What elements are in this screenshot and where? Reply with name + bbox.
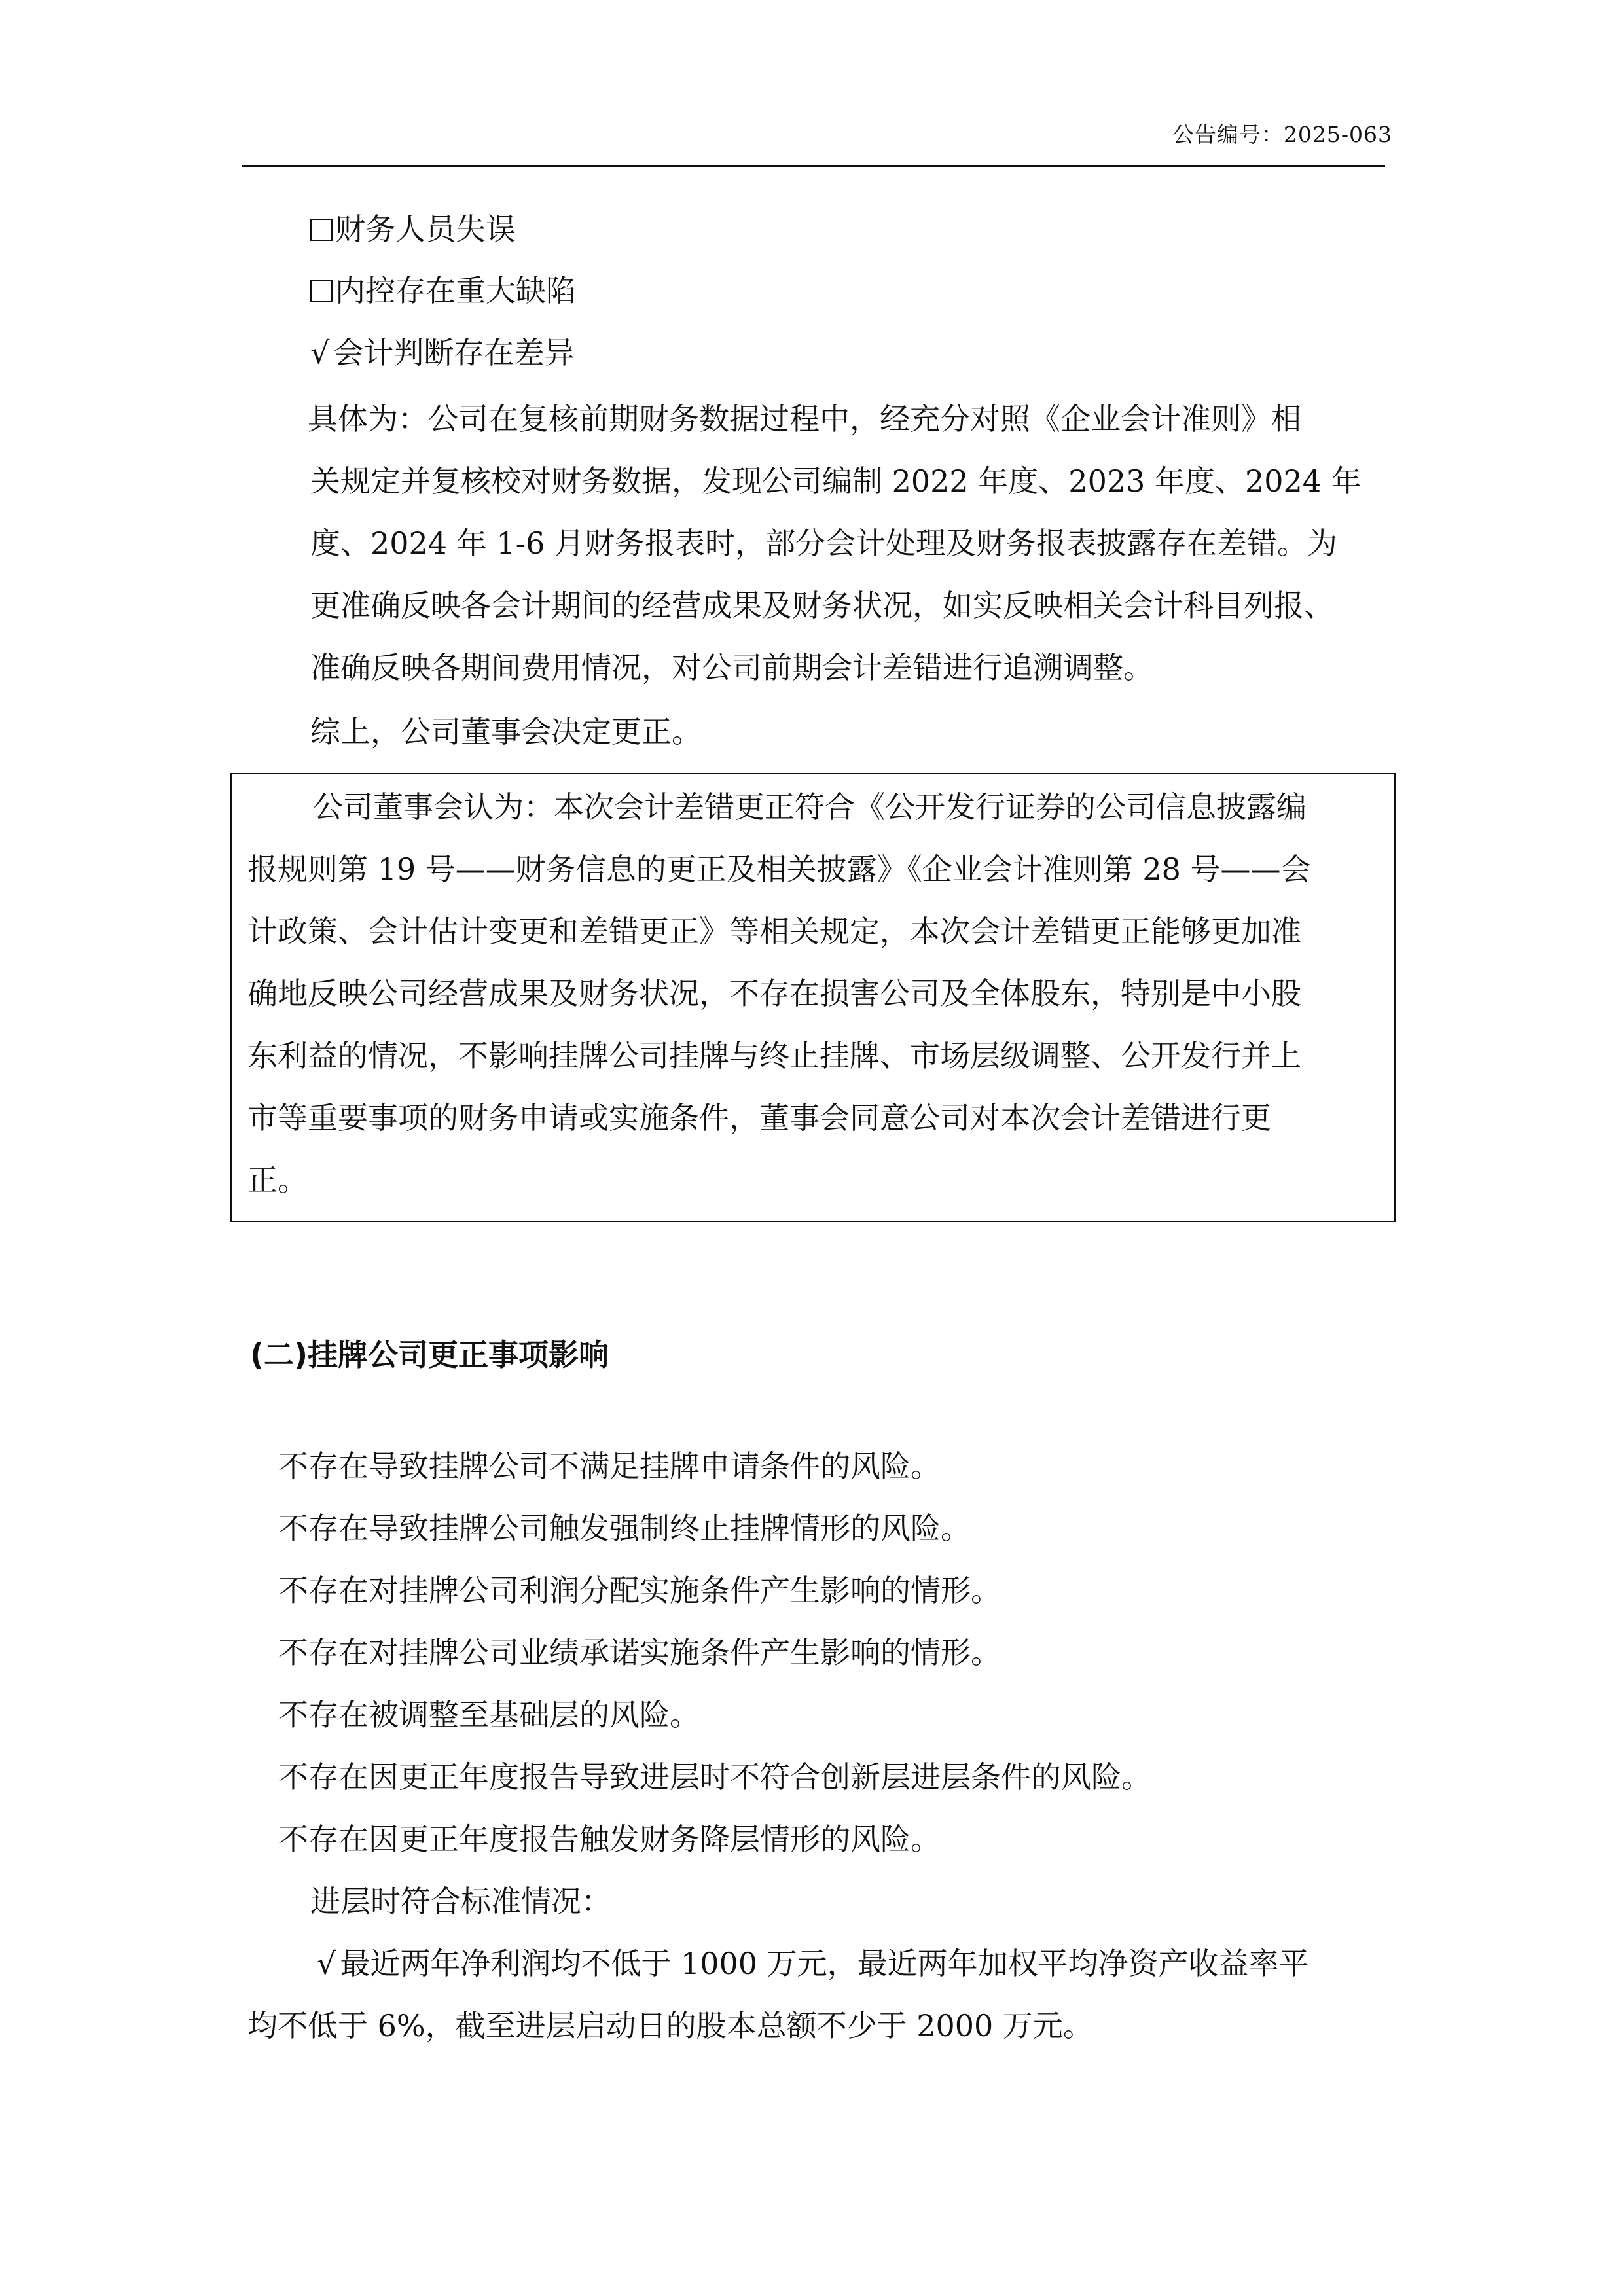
opinion-line: 东利益的情况，不影响挂牌公司挂牌与终止挂牌、市场层级调整、公开发行并上 [247,1038,1301,1073]
opinion-line: 计政策、会计估计变更和差错更正》等相关规定，本次会计差错更正能够更加准 [247,914,1301,949]
checklist-label: 内控存在重大缺陷 [335,273,576,308]
impact-statement: 不存在导致挂牌公司触发强制终止挂牌情形的风险。 [278,1511,971,1546]
impact-statement: 不存在因更正年度报告导致进层时不符合创新层进层条件的风险。 [278,1759,1151,1795]
checklist-label: 会计判断存在差异 [333,335,575,370]
announcement-number: 公告编号：2025-063 [1172,122,1392,147]
tier-entry-criteria-line: 均不低于 6%，截至进层启动日的股本总额不少于 2000 万元。 [247,2008,1093,2043]
opinion-line: 正。 [247,1162,308,1198]
detail-line: 准确反映各期间费用情况，对公司前期会计差错进行追溯调整。 [310,650,1153,685]
summary-text: 综上，公司董事会决定更正。 [310,714,702,749]
checkbox-unchecked-icon [310,219,333,241]
checklist-item-accounting-judgment [310,333,574,372]
opinion-line: 市等重要事项的财务申请或实施条件，董事会同意公司对本次会计差错进行更 [247,1100,1271,1136]
opinion-line: 报规则第 19 号——财务信息的更正及相关披露》《企业会计准则第 28 号——会 [247,852,1311,887]
check-mark-icon: √ [317,1946,336,1981]
checklist-label: 财务人员失误 [335,211,516,247]
detail-line: 关规定并复核校对财务数据，发现公司编制 2022 年度、2023 年度、2024 年 [310,463,1362,499]
impact-statement: 不存在对挂牌公司利润分配实施条件产生影响的情形。 [278,1573,1001,1608]
section-title: (二)挂牌公司更正事项影响 [250,1337,609,1372]
checkbox-unchecked-icon [310,280,333,302]
checklist-item-internal-control [310,271,576,310]
impact-statement: 不存在因更正年度报告触发财务降层情形的风险。 [278,1821,941,1857]
detail-line: 度、2024 年 1-6 月财务报表时，部分会计处理及财务报表披露存在差错。为 [310,526,1338,561]
impact-statement: 不存在导致挂牌公司不满足挂牌申请条件的风险。 [278,1448,941,1484]
opinion-line: 公司董事会认为：本次会计差错更正符合《公开发行证券的公司信息披露编 [313,789,1307,825]
opinion-line: 确地反映公司经营成果及财务状况，不存在损害公司及全体股东，特别是中小股 [247,976,1301,1011]
tier-entry-heading: 进层时符合标准情况： [310,1884,611,1919]
tier-entry-criteria-line [317,1944,1309,1983]
impact-statement: 不存在对挂牌公司业绩承诺实施条件产生影响的情形。 [278,1635,1001,1670]
check-mark-icon: √ [310,335,330,370]
detail-line: 更准确反映各会计期间的经营成果及财务状况，如实反映相关会计科目列报、 [310,588,1334,623]
detail-line: 具体为：公司在复核前期财务数据过程中，经充分对照《企业会计准则》相 [308,401,1301,437]
checklist-item-staff-error [310,209,516,249]
impact-statement: 不存在被调整至基础层的风险。 [278,1697,700,1732]
tier-entry-criteria-text: 最近两年净利润均不低于 1000 万元，最近两年加权平均净资产收益率平 [340,1946,1309,1981]
header-divider [242,165,1385,167]
